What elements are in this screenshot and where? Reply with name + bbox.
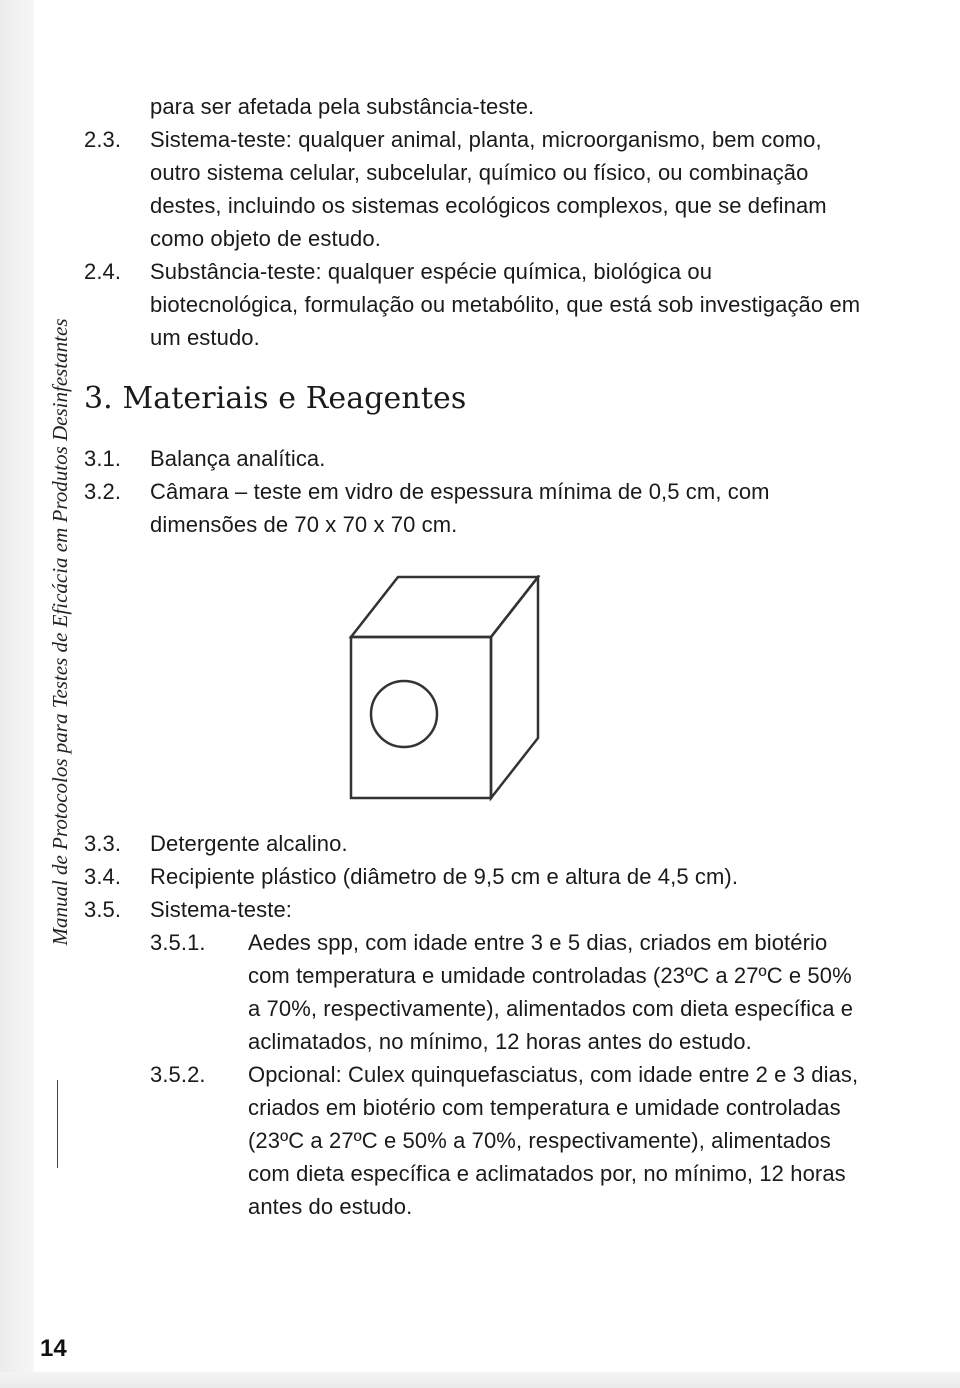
section-heading: 3. Materiais e Reagentes	[84, 381, 467, 416]
cube-top-face	[351, 577, 538, 637]
sub-item-number: 3.5.1.	[150, 930, 206, 955]
item-number: 2.4.	[84, 259, 122, 284]
chamber-opening-circle	[371, 681, 437, 747]
item-text: Sistema-teste:	[150, 897, 293, 922]
item-3-3	[84, 827, 864, 860]
carry-over-line: para ser afetada pela substância-teste.	[150, 94, 535, 119]
sub-item-3-5-2	[84, 1058, 864, 1223]
item-number: 3.4.	[84, 864, 122, 889]
item-2-3	[84, 123, 864, 255]
item-number: 3.2.	[84, 479, 122, 504]
item-number: 3.5.	[84, 897, 122, 922]
item-number: 3.3.	[84, 831, 122, 856]
cube-side-face	[491, 577, 538, 798]
item-3-1	[84, 442, 864, 475]
page-bottom-band	[0, 1372, 960, 1388]
item-text: Balança analítica.	[150, 446, 326, 471]
sub-item-text: Aedes spp, com idade entre 3 e 5 dias, criados em biotério com temperatura e umidade controladas (23ºC a 27ºC e 50% a 70%, respectivamente), alimentados com dieta específica e aclimatados, no mínimo, 12 horas antes do estudo.	[248, 930, 854, 1054]
item-text: Sistema-teste: qualquer animal, planta, microorganismo, bem como, outro sistema celular, subcelular, químico ou físico, ou combinação destes, incluindo os sistemas ecológicos complexos, que se definam como objeto de estudo.	[150, 127, 827, 251]
item-2-4	[84, 255, 864, 354]
item-3-2	[84, 475, 864, 541]
item-number: 3.1.	[84, 446, 122, 471]
item-3-5	[84, 893, 864, 926]
sub-item-number: 3.5.2.	[150, 1062, 206, 1087]
item-text: Recipiente plástico (diâmetro de 9,5 cm e altura de 4,5 cm).	[150, 864, 739, 889]
test-chamber-cube-figure	[334, 575, 544, 803]
item-text: Substância-teste: qualquer espécie química, biológica ou biotecnológica, formulação ou metabólito, que está sob investigação em um estudo.	[150, 259, 861, 350]
item-text: Câmara – teste em vidro de espessura mínima de 0,5 cm, com dimensões de 70 x 70 x 70 cm.	[150, 479, 770, 537]
item-3-4	[84, 860, 864, 893]
sub-item-3-5-1	[84, 926, 864, 1058]
item-text: Detergente alcalino.	[150, 831, 348, 856]
running-title-rule	[57, 1080, 58, 1168]
page-margin-band	[0, 0, 34, 1388]
item-number: 2.3.	[84, 127, 122, 152]
page-content	[84, 90, 864, 1223]
page-number: 14	[40, 1335, 67, 1362]
sub-item-text: Opcional: Culex quinquefasciatus, com idade entre 2 e 3 dias, criados em biotério com temperatura e umidade controladas (23ºC a 27ºC e 50% a 70%, respectivamente), alimentados com dieta específica e aclimatados por, no mínimo, 12 horas antes do estudo.	[248, 1062, 859, 1219]
running-title: Manual de Protocolos para Testes de Eficácia em Produtos Desinfestantes	[48, 318, 72, 946]
